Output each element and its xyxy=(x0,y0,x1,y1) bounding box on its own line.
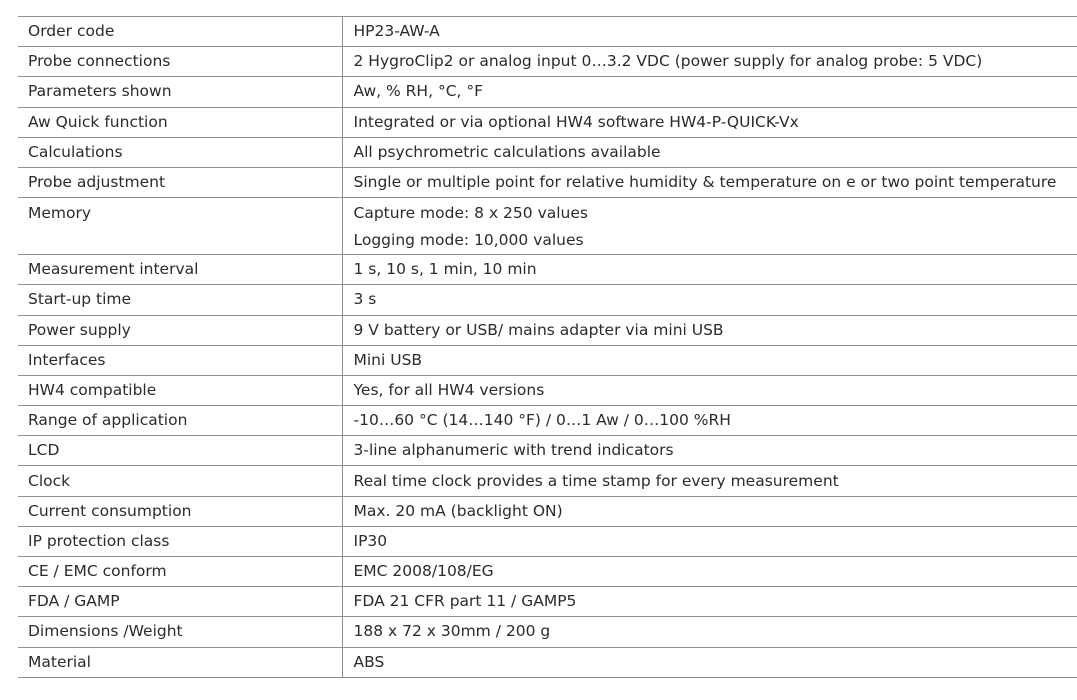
spec-value-line: 3-line alphanumeric with trend indicators xyxy=(353,441,674,460)
spec-row xyxy=(18,285,1077,315)
spec-value-line: HP23-AW-A xyxy=(353,22,440,41)
spec-row xyxy=(18,17,1077,47)
spec-row xyxy=(18,315,1077,345)
spec-value-line: Capture mode: 8 x 250 values xyxy=(353,204,588,223)
spec-row xyxy=(18,77,1077,107)
spec-row xyxy=(18,526,1077,556)
spec-row xyxy=(18,406,1077,436)
spec-value-line: Logging mode: 10,000 values xyxy=(353,231,584,250)
spec-value-line: EMC 2008/108/EG xyxy=(353,562,494,581)
spec-value xyxy=(342,137,1077,167)
spec-value xyxy=(342,167,1077,197)
spec-value xyxy=(342,315,1077,345)
spec-value-line: 188 x 72 x 30mm / 200 g xyxy=(353,622,551,641)
spec-value-line: ABS xyxy=(353,652,385,671)
spec-row xyxy=(18,107,1077,137)
spec-label: LCD xyxy=(18,436,342,466)
spec-row xyxy=(18,375,1077,405)
spec-label: Clock xyxy=(18,466,342,496)
specification-table xyxy=(18,16,1077,678)
spec-value xyxy=(342,496,1077,526)
spec-row xyxy=(18,255,1077,285)
spec-row xyxy=(18,198,1077,255)
spec-label: Interfaces xyxy=(18,345,342,375)
spec-value xyxy=(342,647,1077,677)
spec-value-line: Yes, for all HW4 versions xyxy=(353,380,545,399)
spec-value-line: -10…60 °C (14…140 °F) / 0…1 Aw / 0…100 %RH xyxy=(353,411,731,430)
spec-value xyxy=(342,255,1077,285)
spec-label: Order code xyxy=(18,17,342,47)
spec-value-line: FDA 21 CFR part 11 / GAMP5 xyxy=(353,592,577,611)
spec-label: IP protection class xyxy=(18,526,342,556)
spec-row xyxy=(18,137,1077,167)
spec-label: Measurement interval xyxy=(18,255,342,285)
spec-row xyxy=(18,617,1077,647)
spec-label: CE / EMC conform xyxy=(18,557,342,587)
spec-value-line: Mini USB xyxy=(353,350,423,369)
spec-value-line: Single or multiple point for relative humidity & temperature on e or two point temperature xyxy=(353,173,1057,192)
spec-row xyxy=(18,587,1077,617)
spec-value-line: Real time clock provides a time stamp for every measurement xyxy=(353,471,839,490)
spec-label: Probe connections xyxy=(18,47,342,77)
spec-value-line: Max. 20 mA (backlight ON) xyxy=(353,501,563,520)
spec-label: FDA / GAMP xyxy=(18,587,342,617)
spec-value xyxy=(342,436,1077,466)
spec-value-line: IP30 xyxy=(353,531,388,550)
spec-label: Aw Quick function xyxy=(18,107,342,137)
spec-row xyxy=(18,557,1077,587)
spec-value xyxy=(342,198,1077,255)
spec-value-line: 3 s xyxy=(353,290,377,309)
spec-row xyxy=(18,647,1077,677)
spec-value-line: All psychrometric calculations available xyxy=(353,142,661,161)
spec-value xyxy=(342,375,1077,405)
spec-label: Parameters shown xyxy=(18,77,342,107)
specification-table-body xyxy=(18,17,1077,678)
spec-value-line: Aw, % RH, °C, °F xyxy=(353,82,484,101)
spec-label: Material xyxy=(18,647,342,677)
spec-label: Current consumption xyxy=(18,496,342,526)
spec-value xyxy=(342,107,1077,137)
spec-label: Start-up time xyxy=(18,285,342,315)
spec-value-line: 9 V battery or USB/ mains adapter via mini USB xyxy=(353,320,724,339)
spec-value-line: Integrated or via optional HW4 software HW4-P-QUICK-Vx xyxy=(353,112,799,131)
spec-value xyxy=(342,557,1077,587)
spec-row xyxy=(18,466,1077,496)
spec-row xyxy=(18,167,1077,197)
spec-value xyxy=(342,345,1077,375)
spec-label: HW4 compatible xyxy=(18,375,342,405)
spec-value-line: 1 s, 10 s, 1 min, 10 min xyxy=(353,260,537,279)
spec-label: Range of application xyxy=(18,406,342,436)
spec-value xyxy=(342,77,1077,107)
spec-value xyxy=(342,406,1077,436)
spec-value xyxy=(342,17,1077,47)
spec-label: Power supply xyxy=(18,315,342,345)
spec-value xyxy=(342,47,1077,77)
spec-value xyxy=(342,285,1077,315)
spec-row xyxy=(18,345,1077,375)
spec-value xyxy=(342,587,1077,617)
spec-value xyxy=(342,617,1077,647)
spec-label: Dimensions /Weight xyxy=(18,617,342,647)
spec-label: Calculations xyxy=(18,137,342,167)
spec-value xyxy=(342,526,1077,556)
spec-value xyxy=(342,466,1077,496)
spec-value-line: 2 HygroClip2 or analog input 0…3.2 VDC (power supply for analog probe: 5 VDC) xyxy=(353,52,983,71)
spec-label: Probe adjustment xyxy=(18,167,342,197)
spec-label: Memory xyxy=(18,198,342,255)
spec-row xyxy=(18,496,1077,526)
spec-row xyxy=(18,47,1077,77)
spec-row xyxy=(18,436,1077,466)
